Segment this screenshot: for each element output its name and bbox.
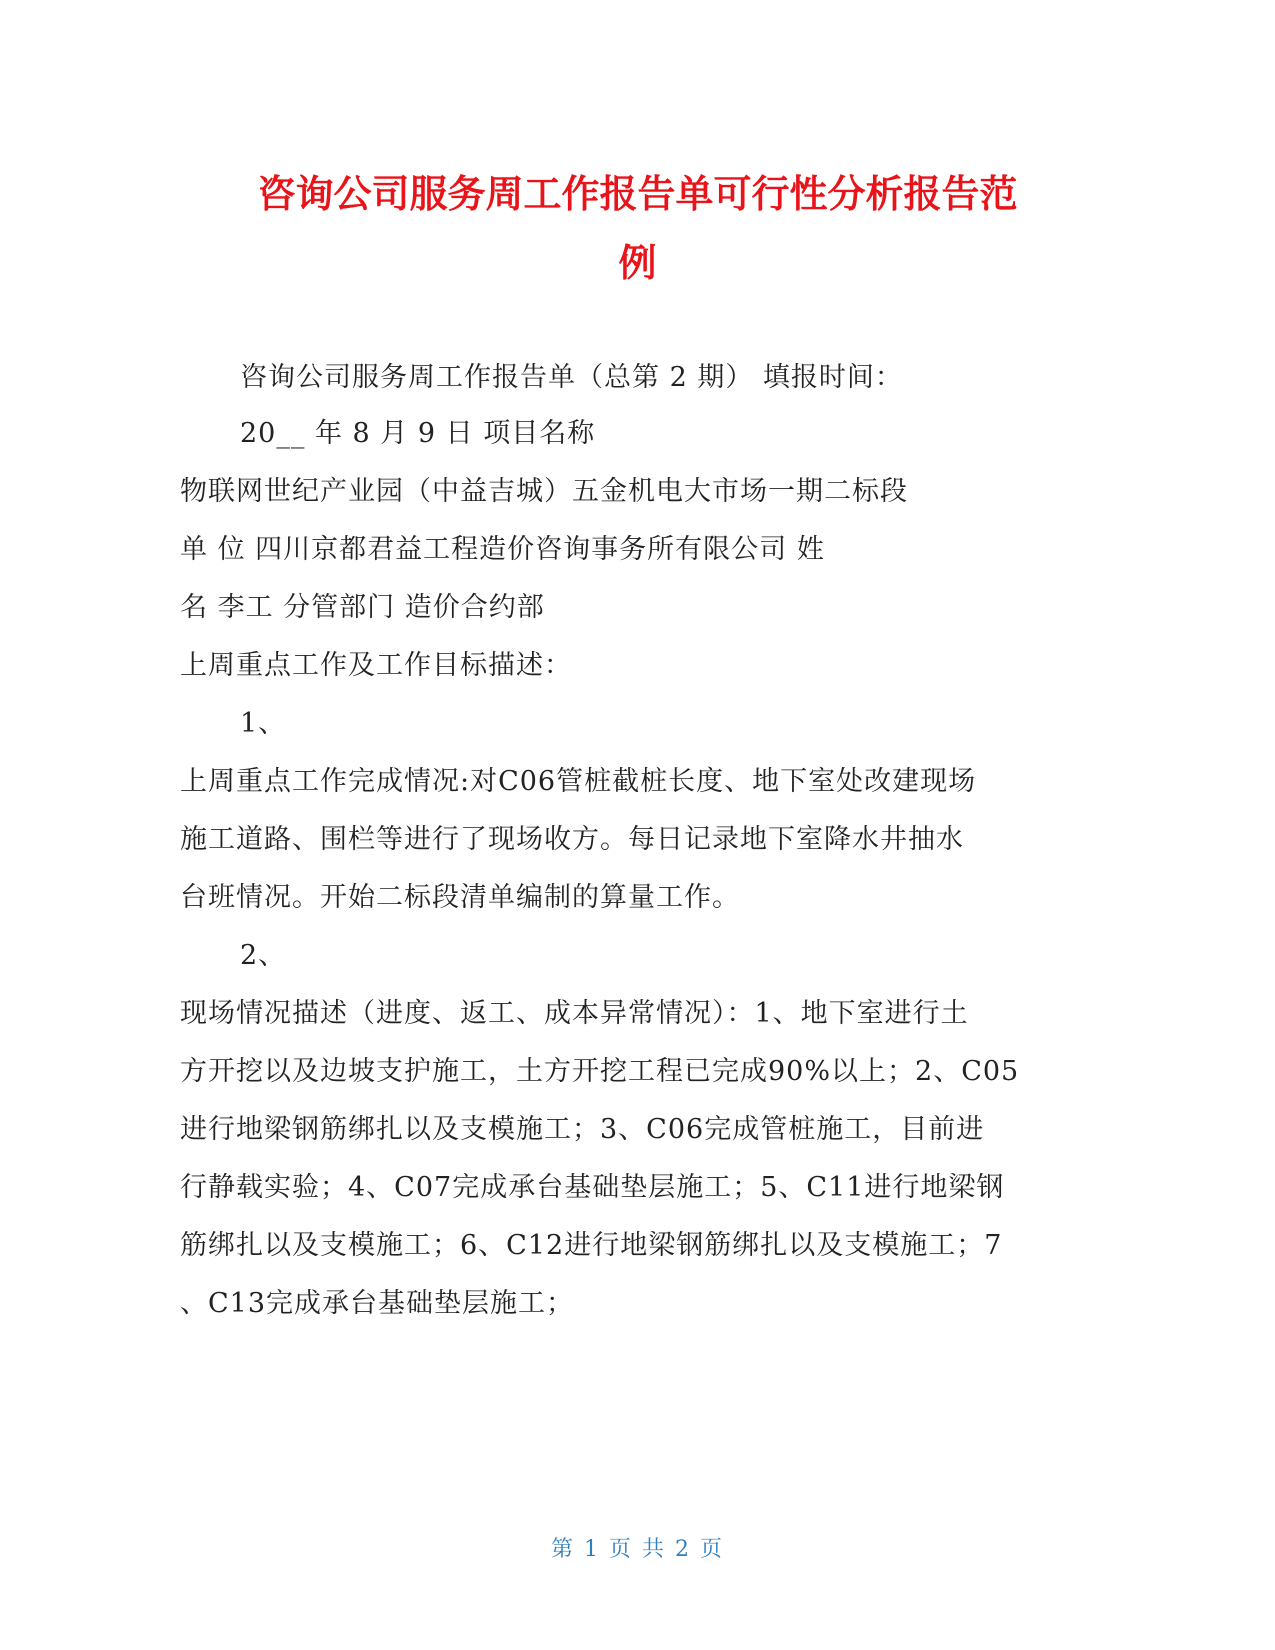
- page-number-footer: 第 1 页 共 2 页: [551, 1537, 724, 1562]
- paragraph-line: 筋绑扎以及支模施工；6、C12进行地梁钢筋绑扎以及支模施工；7: [180, 1230, 1003, 1261]
- paragraph-line: 上周重点工作完成情况:对C06管桩截桩长度、地下室处改建现场: [180, 766, 977, 797]
- unit-line: 单 位 四川京都君益工程造价咨询事务所有限公司 姓: [180, 534, 825, 565]
- paragraph-line: 、C13完成承台基础垫层施工；: [180, 1288, 575, 1319]
- paragraph-line: 台班情况。开始二标段清单编制的算量工作。: [180, 882, 740, 913]
- paragraph-line: 现场情况描述（进度、返工、成本异常情况）：1、地下室进行土: [180, 998, 969, 1029]
- item-number-2: 2、: [240, 940, 287, 971]
- paragraph-line: 施工道路、围栏等进行了现场收方。每日记录地下室降水井抽水: [180, 824, 964, 855]
- section-heading-goals: 上周重点工作及工作目标描述：: [180, 650, 572, 681]
- document-title-line-1: 咨询公司服务周工作报告单可行性分析报告范: [257, 172, 1018, 216]
- project-name-line: 物联网世纪产业园（中益吉城）五金机电大市场一期二标段: [180, 476, 908, 507]
- paragraph-line: 行静载实验；4、C07完成承台基础垫层施工；5、C11进行地梁钢: [180, 1172, 1005, 1203]
- report-date-line: 20__ 年 8 月 9 日 项目名称: [240, 418, 596, 449]
- item-number-1: 1、: [240, 708, 287, 739]
- name-department-line: 名 李工 分管部门 造价合约部: [180, 592, 545, 623]
- report-header-line: 咨询公司服务周工作报告单（总第 2 期） 填报时间：: [240, 362, 903, 393]
- paragraph-line: 进行地梁钢筋绑扎以及支模施工；3、C06完成管桩施工，目前进: [180, 1114, 985, 1145]
- document-title-line-2: 例: [618, 241, 657, 285]
- paragraph-line: 方开挖以及边坡支护施工，土方开挖工程已完成90%以上；2、C05: [180, 1056, 1020, 1087]
